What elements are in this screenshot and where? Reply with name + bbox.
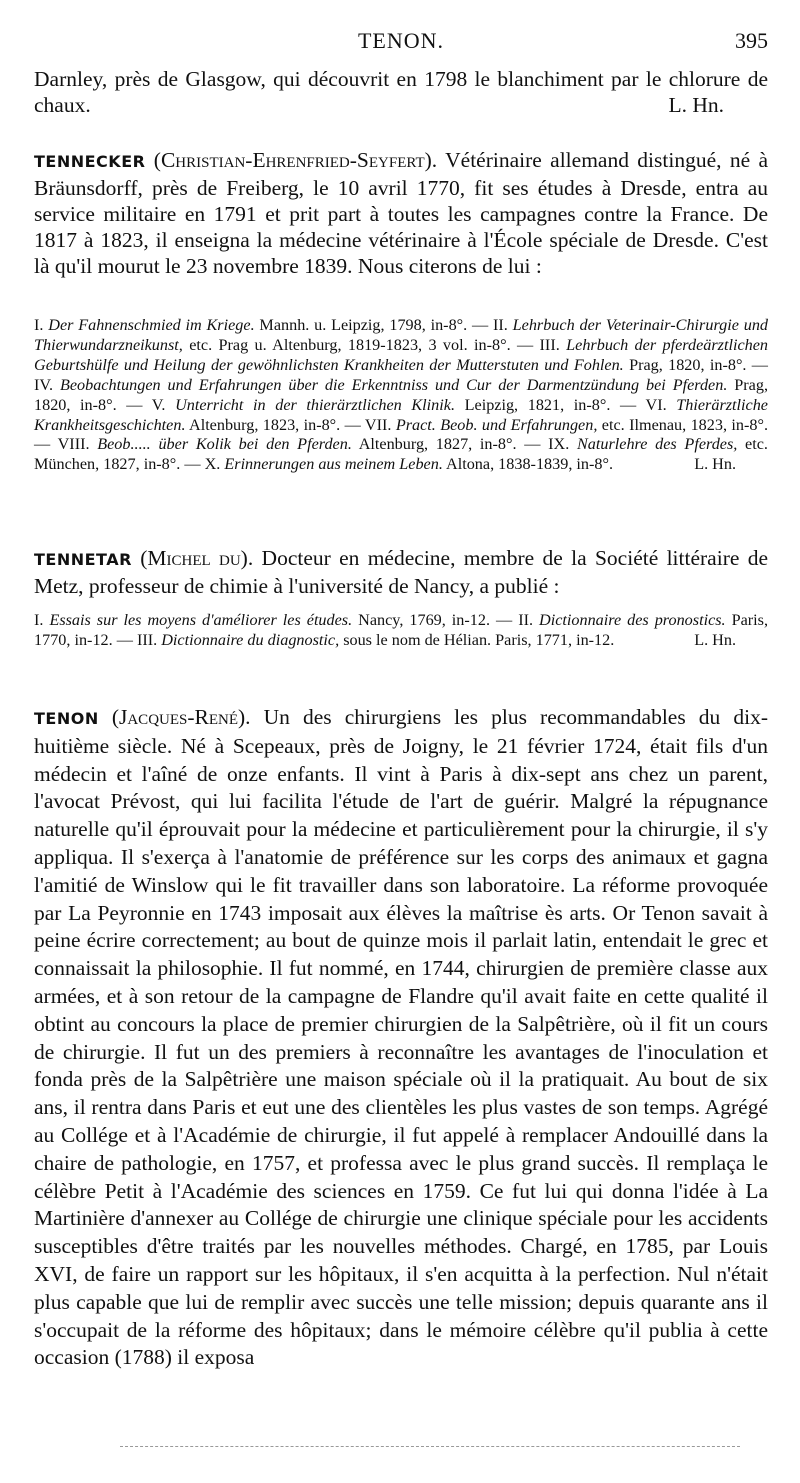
work-title: Dictionnaire des pronostics.: [539, 611, 726, 629]
entry-forenames: (Jacques-René).: [111, 705, 251, 729]
work-publication: etc. München, 1827, in-8°. —: [34, 435, 768, 474]
work-item: [58, 435, 549, 453]
work-number: IV.: [34, 375, 60, 394]
work-title: Lehrbuch der pferdeärztlichen Geburtshülfe und Heilung der gewöhnlichsten Krankheiten der Mutterstuten und Fohlen.: [34, 335, 768, 374]
entry-tennetar: [34, 545, 768, 599]
entry-body: Un des chirurgiens les plus recommandables du dix-huitième siècle. Né à Scepeaux, près de Joigny, le 21 février 1724, était fils d'un médecin et l'aîné de onze enfants. Il vint à Paris à dix-sept ans chez un parent, l'avocat Prévost, qui lui facilita l'étude de l'art de guérir. Malgré la répugnance naturelle qu'il éprouvait pour la médecine et particulièrement pour la chirurgie, il s'y appliqua. Il s'exerça à l'anatomie de préférence sur les corps des animaux et gagna l'amitié de Winslow qui le fit travailler dans son laboratoire. La réforme provoquée par La Peyronnie en 1743 imposait aux élèves la maîtrise ès arts. Or Tenon savait à peine écrire correctement; au bout de quinze mois il parlait latin, entendait le grec et connaissait la philosophie. Il fut nommé, en 1744, chirurgien de première classe aux armées, et à son retour de la campagne de Flandre qu'il avait faite en cette qualité il obtint au concours la place de premier chirurgien de la Salpêtrière, où il fit un cours de chirurgie. Il fut un des premiers à reconnaître les avantages de l'inoculation et fonda près de la Salpêtrière une maison spéciale où il la pratiquait. Au bout de six ans, il rentra dans Paris et eut une des clientèles les plus vastes de son temps. Agrégé au Collége et à l'Académie de chirurgie, il fut appelé à remplacer Andouillé dans la chaire de pathologie, en 1757, et professa avec le plus grand succès. Il remplaça le célèbre Petit à l'Académie des sciences en 1759. Ce fut lui qui donna l'idée à La Martinière d'annexer au Collége de chirurgie une clinique spéciale pour les accidents susceptibles d'être traités par les nouvelles méthodes. Chargé, en 1785, par Louis XVI, de faire un rapport sur les hôpitaux, il s'en acquitta à la perfection. Nul n'était plus capable que lui de remplir avec succès une telle mission; depuis quarante ans il s'occupait de la réforme des hôpitaux; dans le mémoire célèbre qu'il publia à cette occasion (1788) il exposa: [34, 705, 768, 1370]
work-number: VII.: [364, 415, 396, 434]
work-number: I.: [34, 316, 49, 334]
work-number: VIII.: [57, 435, 98, 454]
work-publication: Altona, 1838-1839, in-8°.: [442, 455, 614, 474]
works-list: [34, 316, 768, 473]
entry-body: Docteur en médecine, membre de la Société littéraire de Metz, professeur de chimie à l'université de Nancy, a publié :: [34, 546, 769, 598]
footer-rule: [120, 1446, 740, 1447]
entry-forenames: (Christian-Ehrenfried-Seyfert).: [153, 148, 438, 172]
continuation-text: Darnley, près de Glasgow, qui découvrit en 1798 le blanchiment par le chlorure de chaux.: [34, 67, 768, 117]
running-title: TENON.: [357, 28, 445, 53]
entry-headword: TENNETAR: [34, 550, 132, 569]
work-number: III.: [539, 335, 567, 354]
entry-tennecker: [34, 147, 768, 279]
work-publication: Nancy, 1769, in-12. —: [352, 611, 519, 629]
work-title: Thierärztliche Krankheitsgeschichten.: [34, 395, 768, 434]
work-title: Erinnerungen aus meinem Leben.: [224, 455, 443, 474]
work-title: Essais sur les moyens d'améliorer les études.: [49, 611, 353, 629]
work-number: III.: [136, 630, 162, 649]
work-item: [34, 316, 493, 334]
work-number: II.: [518, 611, 540, 629]
work-publication: etc. Prag u. Altenburg, 1819-1823, 3 vol. in-8°. —: [182, 335, 540, 354]
page-header: [34, 28, 768, 58]
bibliography-tennetar: [34, 611, 768, 651]
work-publication: Altenburg, 1827, in-8°. —: [351, 435, 549, 454]
page-number: 395: [735, 28, 768, 53]
work-number: X.: [204, 455, 225, 474]
work-number: I.: [34, 611, 50, 629]
work-title: Pract. Beob. und Erfahrungen,: [395, 415, 598, 434]
entry-forenames: (Michel du).: [140, 546, 254, 570]
work-item: [34, 611, 518, 629]
work-title: Beobachtungen und Erfahrungen über die Erkenntniss und Cur der Darmentzündung bei Pferden.: [59, 375, 728, 394]
work-item: [152, 396, 646, 414]
entry-headword: TENNECKER: [34, 152, 146, 171]
work-title: Der Fahnenschmied im Kriege.: [48, 316, 255, 334]
work-title: Unterricht in der thierärztlichen Klinik.: [175, 395, 455, 414]
signature: L. Hn.: [694, 630, 736, 649]
work-publication: Altenburg, 1823, in-8°. —: [185, 415, 365, 434]
entry-tenon: [34, 704, 768, 1372]
work-publication: Leipzig, 1821, in-8°. —: [455, 395, 646, 414]
work-publication: sous le nom de Hélian. Paris, 1771, in-12.: [339, 630, 615, 649]
bibliography-tennecker: [34, 316, 768, 475]
work-publication: Prag, 1820, in-8°. —: [623, 355, 768, 374]
entry-body: Vétérinaire allemand distingué, né à Bräunsdorff, près de Freiberg, le 10 avril 1770, fit ses études à Dresde, entra au service militaire en 1791 et prit part à toutes les campagnes contre la France. De 1817 à 1823, il enseigna la médecine vétérinaire à l'École spéciale de Dresde. C'est là qu'il mourut le 23 novembre 1839. Nous citerons de lui :: [34, 148, 769, 278]
entry-headword: TENON: [34, 709, 99, 728]
work-item: [137, 631, 614, 649]
work-title: Lehrbuch der Veterinair-Chirurgie und Thierwundarzneikunst,: [34, 316, 769, 354]
work-publication: Paris, 1770, in-12. —: [34, 611, 769, 649]
work-title: Beob..... über Kolik bei den Pferden.: [97, 435, 352, 454]
work-number: V.: [151, 395, 176, 414]
work-publication: Mannh. u. Leipzig, 1798, in-8°. —: [254, 316, 493, 334]
work-title: Naturlehre des Pferdes,: [576, 435, 738, 454]
work-publication: etc. Ilmenau, 1823, in-8°. —: [34, 415, 768, 454]
work-number: II.: [492, 316, 513, 334]
signature: L. Hn.: [668, 93, 724, 117]
continuation-paragraph: [34, 66, 768, 118]
work-number: IX.: [548, 435, 577, 454]
work-publication: Prag, 1820, in-8°. —: [34, 375, 769, 414]
signature: L. Hn.: [694, 455, 736, 474]
work-title: Dictionnaire du diagnostic,: [161, 630, 340, 649]
work-item: [205, 455, 613, 473]
work-number: VI.: [645, 395, 677, 414]
